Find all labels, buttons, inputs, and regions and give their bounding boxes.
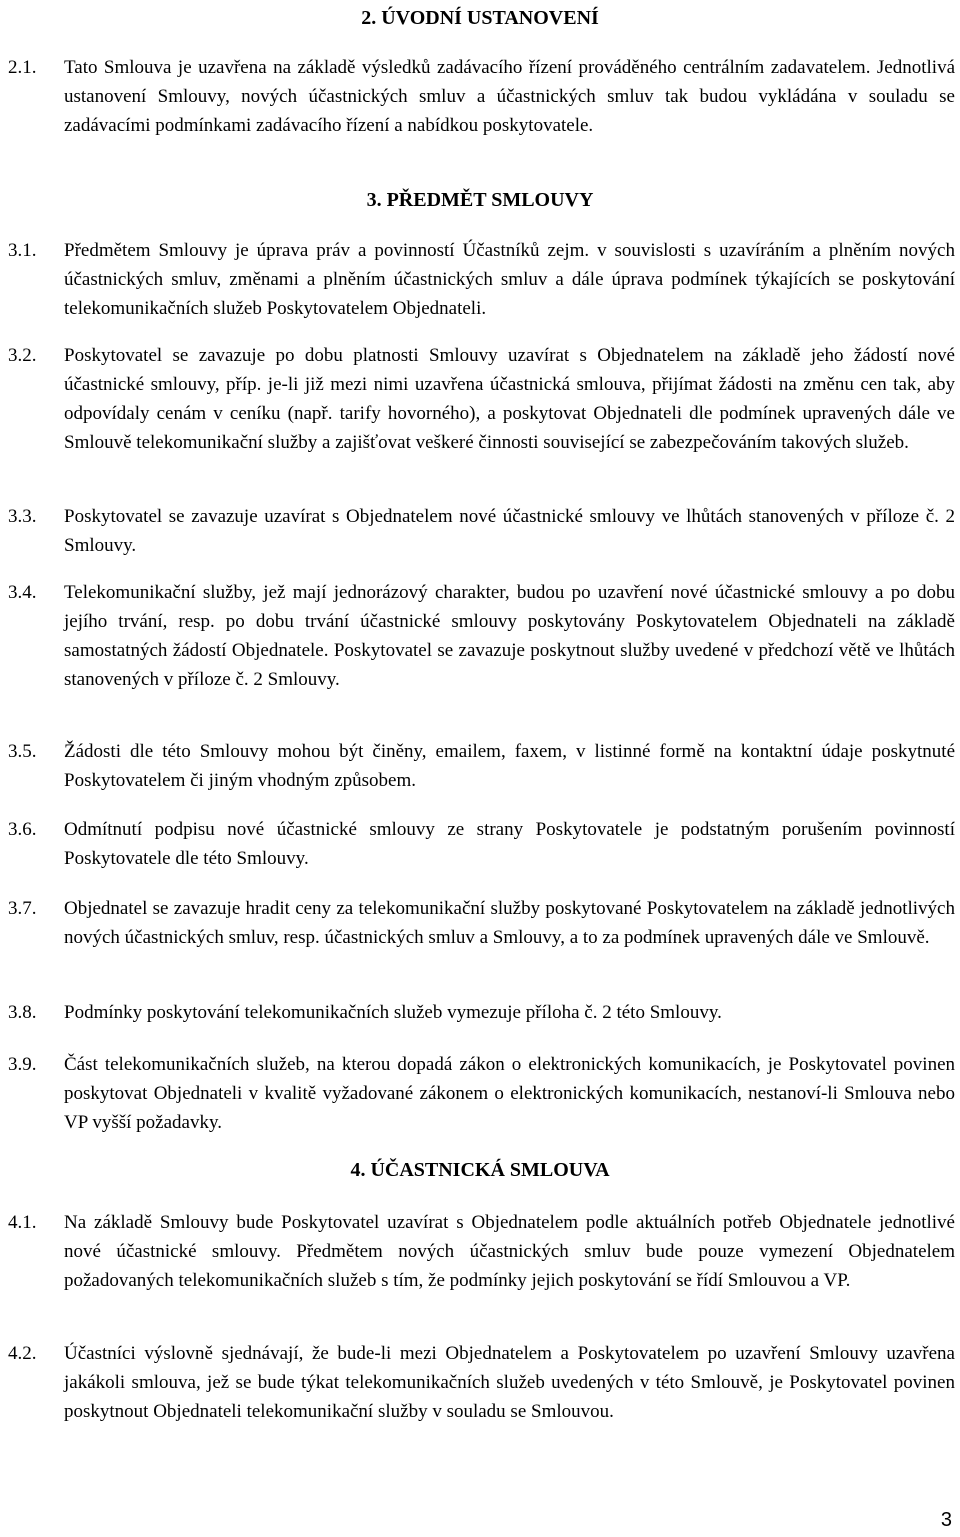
clause-text: Předmětem Smlouvy je úprava práv a povinností Účastníků zejm. v souvislosti s uzavíráním a plněním nových účastnických smluv, změnami a plněním účastnických smluv a dále úprava podmínek týkajících se poskytování telekomunikačních služeb Poskytovatelem Objednateli.	[64, 240, 955, 319]
clause-text: Objednatel se zavazuje hradit ceny za telekomunikační služby poskytované Poskytovatelem na základě jednotlivých nových účastnických smluv, resp. účastnických smluv a Smlouvy, a to za podmínek upravených dále ve Smlouvě.	[64, 898, 955, 948]
clause-text: Na základě Smlouvy bude Poskytovatel uzavírat s Objednatelem podle aktuálních potřeb Objednatele jednotlivé nové účastnické smlouvy. Předmětem nových účastnických smluv bude pouze vymezení Objednatelem požadovaných telekomunikačních služeb s tím, že podmínky jejich poskytování se řídí Smlouvou a VP.	[64, 1212, 955, 1291]
clause-number: 3.9.	[8, 1054, 37, 1075]
clause-text: Část telekomunikačních služeb, na kterou dopadá zákon o elektronických komunikacích, je Poskytovatel povinen poskytovat Objednateli v kvalitě vyžadované zákonem o elektronických komunikacích, nestanoví-li Smlouva nebo VP vyšší požadavky.	[64, 1054, 955, 1133]
section-heading-2: 2. ÚVODNÍ USTANOVENÍ	[361, 7, 599, 29]
clause-number: 3.3.	[8, 506, 37, 527]
clause-text: Odmítnutí podpisu nové účastnické smlouvy ze strany Poskytovatele je podstatným porušením povinností Poskytovatele dle této Smlouvy.	[64, 819, 955, 869]
clause-number: 3.2.	[8, 345, 37, 366]
clause-text: Poskytovatel se zavazuje uzavírat s Objednatelem nové účastnické smlouvy ve lhůtách stanovených v příloze č. 2 Smlouvy.	[64, 506, 955, 556]
section-heading-4: 4. ÚČASTNICKÁ SMLOUVA	[350, 1159, 610, 1181]
clause-number: 3.1.	[8, 240, 37, 261]
clause-text: Podmínky poskytování telekomunikačních služeb vymezuje příloha č. 2 této Smlouvy.	[64, 1002, 722, 1023]
clause-number: 4.2.	[8, 1343, 37, 1364]
clause-text: Účastníci výslovně sjednávají, že bude-li mezi Objednatelem a Poskytovatelem po uzavření Smlouvy uzavřena jakákoli smlouva, jež se bude týkat telekomunikačních služeb uvedených v této Smlouvě, je Poskytovatel povinen poskytnout Objednateli telekomunikační služby v souladu se Smlouvou.	[64, 1343, 955, 1422]
clause-number: 3.4.	[8, 582, 37, 603]
clause-number: 3.6.	[8, 819, 37, 840]
clause-number: 3.5.	[8, 741, 37, 762]
clause-number: 2.1.	[8, 57, 37, 78]
section-heading-3: 3. PŘEDMĚT SMLOUVY	[366, 189, 594, 211]
clause-text: Telekomunikační služby, jež mají jednorázový charakter, budou po uzavření nové účastnické smlouvy a po dobu jejího trvání, resp. po dobu trvání účastnické smlouvy poskytovány Poskytovatelem Objednateli na základě samostatných žádostí Objednatele. Poskytovatel se zavazuje poskytnout služby uvedené v předchozí větě ve lhůtách stanovených v příloze č. 2 Smlouvy.	[64, 582, 955, 690]
page-number: 3	[940, 1509, 952, 1531]
clause-number: 3.7.	[8, 898, 37, 919]
clause-text: Žádosti dle této Smlouvy mohou být činěny, emailem, faxem, v listinné formě na kontaktní údaje poskytnuté Poskytovatelem či jiným vhodným způsobem.	[64, 741, 955, 791]
clause-number: 3.8.	[8, 1002, 37, 1023]
clause-number: 4.1.	[8, 1212, 37, 1233]
clause-text: Tato Smlouva je uzavřena na základě výsledků zadávacího řízení prováděného centrálním zadavatelem. Jednotlivá ustanovení Smlouvy, nových účastnických smluv a účastnických smluv tak budou vykládána v souladu se zadávacími podmínkami zadávacího řízení a nabídkou poskytovatele.	[64, 57, 955, 136]
clause-text: Poskytovatel se zavazuje po dobu platnosti Smlouvy uzavírat s Objednatelem na základě jeho žádostí nové účastnické smlouvy, příp. je-li již mezi nimi uzavřena účastnická smlouva, přijímat žádosti na změnu cen tak, aby odpovídaly cenám v ceníku (např. tarify hovorného), a poskytovat Objednateli dle podmínek upravených dále ve Smlouvě telekomunikační služby a zajišťovat veškeré činnosti související se zabezpečováním takových služeb.	[64, 345, 955, 453]
